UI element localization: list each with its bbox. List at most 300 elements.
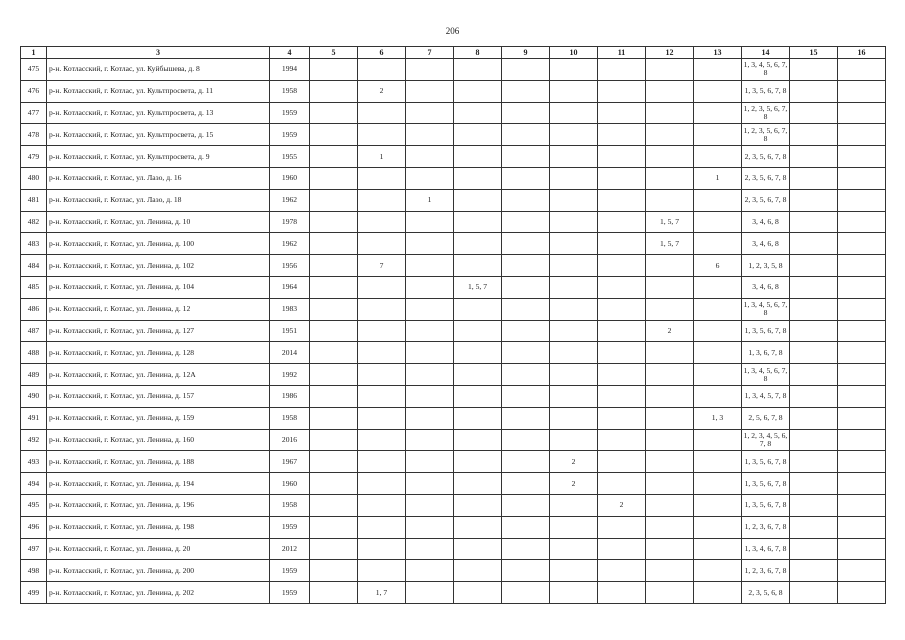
cell-col-4: 1955 [270, 146, 310, 168]
cell-col-8 [454, 298, 502, 320]
cell-col-6 [358, 516, 406, 538]
cell-col-14: 1, 2, 3, 4, 5, 6, 7, 8 [742, 429, 790, 451]
cell-col-12 [646, 276, 694, 298]
cell-col-13 [694, 385, 742, 407]
cell-col-4: 1962 [270, 189, 310, 211]
table-row [21, 320, 886, 342]
cell-col-9 [502, 167, 550, 189]
cell-col-16 [838, 124, 886, 146]
cell-col-3: р-н. Котласский, г. Котлас, ул. Культпросвета, д. 13 [47, 102, 270, 124]
cell-col-9 [502, 276, 550, 298]
cell-col-16 [838, 255, 886, 277]
cell-col-5 [310, 582, 358, 604]
cell-col-4: 1986 [270, 385, 310, 407]
cell-col-8 [454, 124, 502, 146]
cell-col-14: 2, 3, 5, 6, 7, 8 [742, 167, 790, 189]
cell-col-5 [310, 233, 358, 255]
cell-col-5 [310, 124, 358, 146]
cell-col-4: 1959 [270, 124, 310, 146]
cell-col-14: 1, 2, 3, 6, 7, 8 [742, 516, 790, 538]
cell-col-4: 1959 [270, 560, 310, 582]
buildings-table [20, 46, 886, 604]
cell-col-14: 1, 3, 5, 6, 7, 8 [742, 320, 790, 342]
cell-col-3: р-н. Котласский, г. Котлас, ул. Ленина, д. 160 [47, 429, 270, 451]
cell-col-4: 2012 [270, 538, 310, 560]
cell-col-9 [502, 146, 550, 168]
cell-col-15 [790, 146, 838, 168]
cell-col-5 [310, 298, 358, 320]
cell-col-16 [838, 102, 886, 124]
cell-col-1: 496 [21, 516, 47, 538]
cell-col-13 [694, 494, 742, 516]
column-header-14: 14 [742, 47, 790, 59]
cell-col-9 [502, 255, 550, 277]
cell-col-13 [694, 233, 742, 255]
cell-col-9 [502, 429, 550, 451]
table-row [21, 451, 886, 473]
column-header-8: 8 [454, 47, 502, 59]
cell-col-1: 488 [21, 342, 47, 364]
cell-col-12 [646, 167, 694, 189]
cell-col-5 [310, 342, 358, 364]
cell-col-15 [790, 80, 838, 102]
cell-col-9 [502, 59, 550, 81]
cell-col-7 [406, 211, 454, 233]
cell-col-4: 1958 [270, 494, 310, 516]
cell-col-6 [358, 560, 406, 582]
cell-col-5 [310, 320, 358, 342]
cell-col-11 [598, 385, 646, 407]
column-header-11: 11 [598, 47, 646, 59]
cell-col-9 [502, 211, 550, 233]
cell-col-15 [790, 276, 838, 298]
cell-col-4: 1959 [270, 102, 310, 124]
cell-col-6 [358, 364, 406, 386]
cell-col-1: 477 [21, 102, 47, 124]
cell-col-10 [550, 385, 598, 407]
cell-col-6 [358, 473, 406, 495]
cell-col-4: 1958 [270, 407, 310, 429]
cell-col-7 [406, 494, 454, 516]
cell-col-9 [502, 233, 550, 255]
cell-col-11 [598, 473, 646, 495]
cell-col-7 [406, 473, 454, 495]
cell-col-9 [502, 582, 550, 604]
cell-col-5 [310, 59, 358, 81]
cell-col-5 [310, 167, 358, 189]
cell-col-14: 3, 4, 6, 8 [742, 233, 790, 255]
column-header-10: 10 [550, 47, 598, 59]
cell-col-11 [598, 364, 646, 386]
cell-col-9 [502, 451, 550, 473]
cell-col-13 [694, 320, 742, 342]
cell-col-12 [646, 255, 694, 277]
cell-col-14: 2, 3, 5, 6, 7, 8 [742, 189, 790, 211]
table-body [21, 59, 886, 604]
cell-col-8 [454, 560, 502, 582]
cell-col-15 [790, 494, 838, 516]
table-row [21, 364, 886, 386]
cell-col-3: р-н. Котласский, г. Котлас, ул. Ленина, д. 104 [47, 276, 270, 298]
cell-col-6: 7 [358, 255, 406, 277]
cell-col-1: 491 [21, 407, 47, 429]
cell-col-8 [454, 582, 502, 604]
cell-col-12 [646, 364, 694, 386]
cell-col-15 [790, 124, 838, 146]
cell-col-14: 3, 4, 6, 8 [742, 211, 790, 233]
cell-col-9 [502, 538, 550, 560]
cell-col-3: р-н. Котласский, г. Котлас, ул. Ленина, д. 10 [47, 211, 270, 233]
table-row [21, 560, 886, 582]
cell-col-4: 1951 [270, 320, 310, 342]
cell-col-5 [310, 451, 358, 473]
cell-col-16 [838, 582, 886, 604]
cell-col-8 [454, 320, 502, 342]
cell-col-10: 2 [550, 451, 598, 473]
cell-col-4: 1960 [270, 473, 310, 495]
cell-col-14: 1, 3, 4, 5, 6, 7, 8 [742, 59, 790, 81]
cell-col-12 [646, 516, 694, 538]
cell-col-12 [646, 102, 694, 124]
cell-col-4: 1994 [270, 59, 310, 81]
cell-col-5 [310, 538, 358, 560]
cell-col-16 [838, 276, 886, 298]
cell-col-13 [694, 560, 742, 582]
table-row [21, 102, 886, 124]
cell-col-13 [694, 211, 742, 233]
cell-col-12 [646, 146, 694, 168]
cell-col-4: 1978 [270, 211, 310, 233]
cell-col-7: 1 [406, 189, 454, 211]
cell-col-16 [838, 211, 886, 233]
cell-col-1: 479 [21, 146, 47, 168]
cell-col-6 [358, 407, 406, 429]
cell-col-16 [838, 364, 886, 386]
cell-col-5 [310, 560, 358, 582]
cell-col-10 [550, 407, 598, 429]
column-header-15: 15 [790, 47, 838, 59]
cell-col-8 [454, 146, 502, 168]
cell-col-6 [358, 59, 406, 81]
table-row [21, 211, 886, 233]
column-header-12: 12 [646, 47, 694, 59]
cell-col-4: 1958 [270, 80, 310, 102]
cell-col-16 [838, 80, 886, 102]
cell-col-9 [502, 189, 550, 211]
cell-col-14: 1, 3, 6, 7, 8 [742, 342, 790, 364]
cell-col-11 [598, 538, 646, 560]
cell-col-8 [454, 59, 502, 81]
cell-col-1: 487 [21, 320, 47, 342]
cell-col-10 [550, 320, 598, 342]
column-header-7: 7 [406, 47, 454, 59]
cell-col-11 [598, 146, 646, 168]
cell-col-8 [454, 538, 502, 560]
cell-col-15 [790, 385, 838, 407]
table-row [21, 146, 886, 168]
cell-col-11 [598, 189, 646, 211]
cell-col-1: 481 [21, 189, 47, 211]
cell-col-3: р-н. Котласский, г. Котлас, ул. Ленина, д. 102 [47, 255, 270, 277]
table-row [21, 473, 886, 495]
table-row [21, 80, 886, 102]
cell-col-10 [550, 167, 598, 189]
cell-col-8 [454, 80, 502, 102]
table-row [21, 494, 886, 516]
cell-col-12 [646, 451, 694, 473]
cell-col-13: 1 [694, 167, 742, 189]
cell-col-7 [406, 560, 454, 582]
cell-col-11 [598, 59, 646, 81]
cell-col-13 [694, 538, 742, 560]
cell-col-4: 1967 [270, 451, 310, 473]
cell-col-11 [598, 516, 646, 538]
cell-col-1: 484 [21, 255, 47, 277]
cell-col-10 [550, 516, 598, 538]
cell-col-13 [694, 582, 742, 604]
cell-col-13 [694, 276, 742, 298]
cell-col-11 [598, 429, 646, 451]
cell-col-14: 1, 3, 4, 5, 7, 8 [742, 385, 790, 407]
cell-col-7 [406, 80, 454, 102]
cell-col-9 [502, 407, 550, 429]
cell-col-7 [406, 407, 454, 429]
cell-col-16 [838, 429, 886, 451]
cell-col-16 [838, 167, 886, 189]
cell-col-6 [358, 538, 406, 560]
cell-col-6 [358, 385, 406, 407]
cell-col-3: р-н. Котласский, г. Котлас, ул. Ленина, д. 127 [47, 320, 270, 342]
cell-col-7 [406, 167, 454, 189]
table-row [21, 255, 886, 277]
cell-col-8 [454, 451, 502, 473]
cell-col-3: р-н. Котласский, г. Котлас, ул. Ленина, д. 100 [47, 233, 270, 255]
cell-col-15 [790, 102, 838, 124]
table-row [21, 342, 886, 364]
table-row [21, 429, 886, 451]
cell-col-15 [790, 560, 838, 582]
cell-col-7 [406, 516, 454, 538]
cell-col-4: 1956 [270, 255, 310, 277]
cell-col-8 [454, 494, 502, 516]
cell-col-14: 1, 3, 5, 6, 7, 8 [742, 473, 790, 495]
cell-col-16 [838, 538, 886, 560]
cell-col-8 [454, 342, 502, 364]
cell-col-14: 2, 3, 5, 6, 7, 8 [742, 146, 790, 168]
cell-col-6 [358, 211, 406, 233]
cell-col-12 [646, 80, 694, 102]
cell-col-10 [550, 102, 598, 124]
cell-col-9 [502, 364, 550, 386]
cell-col-5 [310, 211, 358, 233]
column-header-3: 3 [47, 47, 270, 59]
cell-col-13: 6 [694, 255, 742, 277]
cell-col-5 [310, 146, 358, 168]
cell-col-1: 476 [21, 80, 47, 102]
cell-col-15 [790, 364, 838, 386]
cell-col-3: р-н. Котласский, г. Котлас, ул. Культпросвета, д. 15 [47, 124, 270, 146]
cell-col-12 [646, 124, 694, 146]
cell-col-7 [406, 146, 454, 168]
cell-col-9 [502, 516, 550, 538]
cell-col-3: р-н. Котласский, г. Котлас, ул. Ленина, д. 12 [47, 298, 270, 320]
cell-col-3: р-н. Котласский, г. Котлас, ул. Ленина, д. 159 [47, 407, 270, 429]
cell-col-5 [310, 364, 358, 386]
cell-col-4: 2016 [270, 429, 310, 451]
cell-col-16 [838, 320, 886, 342]
cell-col-10 [550, 560, 598, 582]
cell-col-8 [454, 211, 502, 233]
cell-col-11 [598, 320, 646, 342]
table-row [21, 167, 886, 189]
table-row [21, 276, 886, 298]
cell-col-7 [406, 102, 454, 124]
cell-col-16 [838, 342, 886, 364]
cell-col-14: 1, 3, 4, 5, 6, 7, 8 [742, 364, 790, 386]
table-row [21, 385, 886, 407]
cell-col-9 [502, 80, 550, 102]
cell-col-13 [694, 80, 742, 102]
cell-col-1: 498 [21, 560, 47, 582]
cell-col-4: 2014 [270, 342, 310, 364]
cell-col-6 [358, 233, 406, 255]
cell-col-5 [310, 255, 358, 277]
cell-col-11 [598, 102, 646, 124]
cell-col-13 [694, 516, 742, 538]
cell-col-8: 1, 5, 7 [454, 276, 502, 298]
cell-col-10 [550, 211, 598, 233]
cell-col-12 [646, 560, 694, 582]
cell-col-16 [838, 516, 886, 538]
cell-col-16 [838, 407, 886, 429]
cell-col-15 [790, 167, 838, 189]
column-header-16: 16 [838, 47, 886, 59]
cell-col-9 [502, 102, 550, 124]
cell-col-7 [406, 342, 454, 364]
cell-col-14: 2, 5, 6, 7, 8 [742, 407, 790, 429]
cell-col-11 [598, 233, 646, 255]
column-header-6: 6 [358, 47, 406, 59]
cell-col-1: 497 [21, 538, 47, 560]
cell-col-13 [694, 146, 742, 168]
cell-col-16 [838, 233, 886, 255]
cell-col-6: 1, 7 [358, 582, 406, 604]
cell-col-7 [406, 320, 454, 342]
cell-col-15 [790, 189, 838, 211]
cell-col-5 [310, 102, 358, 124]
cell-col-1: 493 [21, 451, 47, 473]
cell-col-4: 1962 [270, 233, 310, 255]
cell-col-8 [454, 429, 502, 451]
cell-col-6: 1 [358, 146, 406, 168]
cell-col-15 [790, 320, 838, 342]
cell-col-14: 1, 3, 4, 5, 6, 7, 8 [742, 298, 790, 320]
cell-col-7 [406, 364, 454, 386]
column-header-5: 5 [310, 47, 358, 59]
cell-col-6 [358, 298, 406, 320]
cell-col-13 [694, 189, 742, 211]
cell-col-10 [550, 124, 598, 146]
cell-col-6 [358, 102, 406, 124]
cell-col-5 [310, 80, 358, 102]
cell-col-12 [646, 538, 694, 560]
cell-col-5 [310, 494, 358, 516]
cell-col-11 [598, 276, 646, 298]
cell-col-9 [502, 124, 550, 146]
cell-col-3: р-н. Котласский, г. Котлас, ул. Культпросвета, д. 9 [47, 146, 270, 168]
cell-col-6 [358, 342, 406, 364]
cell-col-8 [454, 407, 502, 429]
cell-col-3: р-н. Котласский, г. Котлас, ул. Ленина, д. 188 [47, 451, 270, 473]
cell-col-16 [838, 189, 886, 211]
cell-col-3: р-н. Котласский, г. Котлас, ул. Ленина, д. 12А [47, 364, 270, 386]
cell-col-1: 475 [21, 59, 47, 81]
cell-col-10 [550, 494, 598, 516]
cell-col-1: 489 [21, 364, 47, 386]
cell-col-4: 1964 [270, 276, 310, 298]
table-row [21, 407, 886, 429]
cell-col-15 [790, 59, 838, 81]
cell-col-7 [406, 298, 454, 320]
cell-col-16 [838, 146, 886, 168]
cell-col-15 [790, 233, 838, 255]
cell-col-14: 1, 2, 3, 5, 6, 7, 8 [742, 102, 790, 124]
cell-col-1: 494 [21, 473, 47, 495]
cell-col-3: р-н. Котласский, г. Котлас, ул. Ленина, д. 200 [47, 560, 270, 582]
column-header-1: 1 [21, 47, 47, 59]
cell-col-16 [838, 59, 886, 81]
cell-col-13 [694, 451, 742, 473]
cell-col-14: 1, 3, 5, 6, 7, 8 [742, 80, 790, 102]
cell-col-16 [838, 451, 886, 473]
cell-col-8 [454, 516, 502, 538]
cell-col-13 [694, 342, 742, 364]
cell-col-9 [502, 342, 550, 364]
cell-col-6 [358, 167, 406, 189]
cell-col-1: 483 [21, 233, 47, 255]
cell-col-7 [406, 385, 454, 407]
cell-col-5 [310, 473, 358, 495]
cell-col-13 [694, 102, 742, 124]
cell-col-11 [598, 582, 646, 604]
cell-col-15 [790, 473, 838, 495]
cell-col-15 [790, 407, 838, 429]
table-row [21, 538, 886, 560]
cell-col-13 [694, 473, 742, 495]
cell-col-16 [838, 494, 886, 516]
cell-col-16 [838, 298, 886, 320]
cell-col-8 [454, 233, 502, 255]
cell-col-10 [550, 80, 598, 102]
cell-col-5 [310, 429, 358, 451]
header-row [21, 47, 886, 59]
cell-col-11 [598, 342, 646, 364]
cell-col-15 [790, 582, 838, 604]
cell-col-11 [598, 451, 646, 473]
cell-col-8 [454, 385, 502, 407]
cell-col-12 [646, 298, 694, 320]
cell-col-11 [598, 255, 646, 277]
cell-col-9 [502, 298, 550, 320]
cell-col-12 [646, 189, 694, 211]
cell-col-1: 482 [21, 211, 47, 233]
cell-col-6 [358, 429, 406, 451]
cell-col-16 [838, 473, 886, 495]
cell-col-3: р-н. Котласский, г. Котлас, ул. Ленина, д. 194 [47, 473, 270, 495]
cell-col-1: 485 [21, 276, 47, 298]
cell-col-11 [598, 211, 646, 233]
cell-col-14: 1, 3, 4, 6, 7, 8 [742, 538, 790, 560]
